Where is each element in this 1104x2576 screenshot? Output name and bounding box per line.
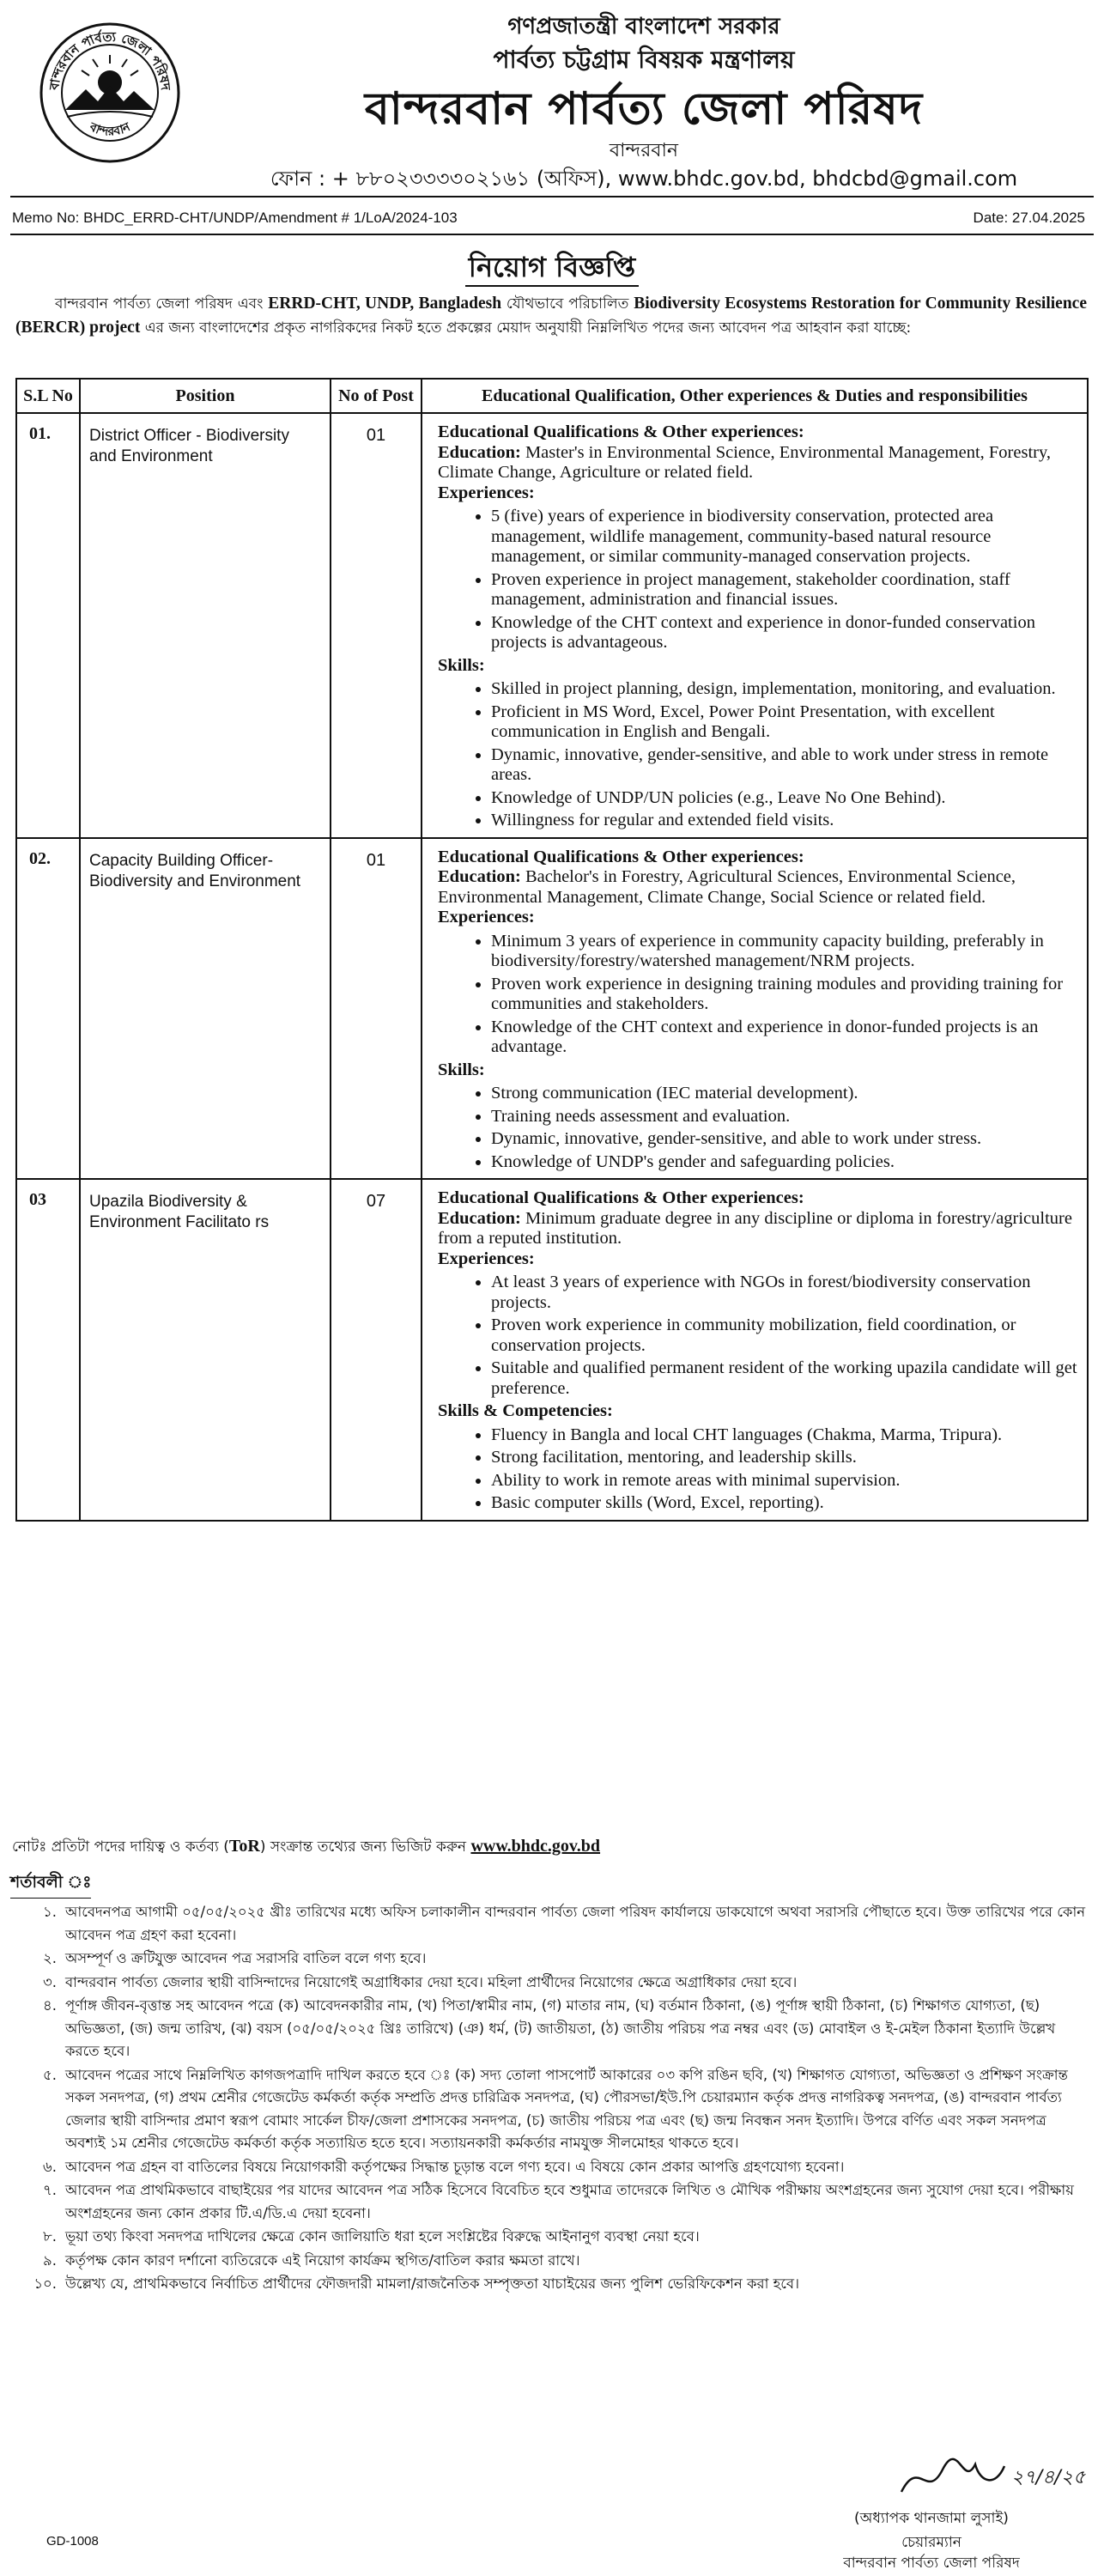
- table-header-row: [16, 379, 1088, 413]
- list-item: • Proficient in MS Word, Excel, Power Point Presentation, with excellent communication in English and Bengali.: [491, 702, 1078, 743]
- row-post-count: 01: [331, 413, 422, 838]
- signature-date: ২৭/৪/২৫: [1011, 2467, 1086, 2488]
- condition-number: ৬.: [43, 2158, 57, 2175]
- list-item: • Proven experience in project management, stakeholder coordination, staff management, administration and financial issues.: [491, 570, 1078, 611]
- list-item: • Suitable and qualified permanent resident of the working upazila candidate will get preference.: [491, 1358, 1078, 1399]
- row-serial: 02.: [16, 838, 80, 1180]
- list-item: • Willingness for regular and extended field visits.: [491, 811, 1078, 831]
- col-header-sl: S.L No: [16, 379, 80, 413]
- condition-item: [24, 2226, 1087, 2249]
- council-name: বান্দরবান পার্বত্য জেলা পরিষদ: [364, 83, 924, 135]
- education-line: Education: Master's in Environmental Science, Environmental Management, Forestry, Climate Change, Agriculture or related field.: [438, 442, 1052, 482]
- conditions-heading: শর্তাবলী ঃ: [10, 1870, 91, 1899]
- row-post-count: 01: [331, 838, 422, 1180]
- condition-number: ৭.: [43, 2182, 57, 2198]
- section-list: [438, 1084, 1078, 1172]
- list-item: • Knowledge of UNDP's gender and safeguarding policies.: [491, 1152, 1078, 1173]
- condition-text: ভূয়া তথ্য কিংবা সনদপত্র দাখিলের ক্ষেত্রে কোন জালিয়াতি ধরা হলে সংশ্লিষ্টের বিরুদ্ধে আইনানুগ ব্যবস্থা নেয়া হবে।: [65, 2228, 700, 2245]
- list-item: • Fluency in Bangla and local CHT languages (Chakma, Marma, Tripura).: [491, 1425, 1078, 1446]
- education-line: Education: Minimum graduate degree in any discipline or diploma in forestry/agriculture from a reputed institution.: [438, 1208, 1072, 1248]
- table-row: [16, 1179, 1088, 1521]
- list-item: • 5 (five) years of experience in biodiversity conservation, protected area management, wildlife management, community-based natural resource management, or similar community-managed conservation projects.: [491, 507, 1078, 568]
- condition-item: [24, 1947, 1087, 1971]
- condition-text: উল্লেখ্য যে, প্রাথমিকভাবে নির্বাচিত প্রার্থীদের ফৌজদারী মামলা/রাজনৈতিক সম্পৃক্ততা যাচাইয়ের জন্য পুলিশ ভেরিফিকেশন করা হবে।: [65, 2275, 799, 2292]
- condition-number: ২.: [43, 1950, 57, 1966]
- row-serial: 03: [16, 1179, 80, 1521]
- condition-number: ১০.: [33, 2275, 57, 2292]
- col-header-details: Educational Qualification, Other experiences & Duties and responsibilities: [422, 379, 1088, 413]
- condition-number: ৮.: [43, 2228, 57, 2245]
- list-item: • Strong communication (IEC material development).: [491, 1084, 1078, 1104]
- condition-text: অসম্পূর্ণ ও ক্রটিযুক্ত আবেদন পত্র সরাসরি বাতিল বলে গণ্য হবে।: [65, 1950, 427, 1966]
- condition-item: [24, 2179, 1087, 2225]
- list-item: • Strong facilitation, mentoring, and leadership skills.: [491, 1448, 1078, 1468]
- list-item: • Dynamic, innovative, gender-sensitive, and able to work under stress.: [491, 1129, 1078, 1150]
- website-link[interactable]: www.bhdc.gov.bd: [470, 1837, 601, 1856]
- footer-code: GD-1008: [46, 2534, 99, 2549]
- section-list: [438, 507, 1078, 653]
- condition-number: ৩.: [43, 1973, 57, 1990]
- section-list: [438, 932, 1078, 1058]
- col-header-position: Position: [80, 379, 331, 413]
- council-seal-logo: [38, 21, 182, 165]
- row-position: Upazila Biodiversity & Environment Facilitato rs: [80, 1179, 331, 1521]
- list-item: • Skilled in project planning, design, implementation, monitoring, and evaluation.: [491, 679, 1078, 700]
- signatory-name: (অধ্যাপক থানজামা লুসাই): [854, 2510, 1009, 2527]
- ministry-name: পার্বত্য চট্টগ্রাম বিষয়ক মন্ত্রণালয়: [493, 46, 795, 74]
- signatory-organization: বান্দরবান পার্বত্য জেলা পরিষদ: [843, 2555, 1020, 2572]
- condition-number: ৪.: [43, 1997, 57, 2014]
- header-divider: [10, 196, 1094, 197]
- condition-text: পূর্ণাঙ্গ জীবন-বৃত্তান্ত সহ আবেদন পত্রে (ক) আবেদনকারীর নাম, (খ) পিতা/স্বামীর নাম, (গ) মাতার নাম, (ঘ) বর্তমান ঠিকানা, (ঙ) পূর্ণাঙ্গ স্থায়ী ঠিকানা, (চ) শিক্ষাগত যোগ্যতা, (ছ) অভিজ্ঞতা, (জ) জন্ম তারিখ, (ঝ) বয়স (০৫/০৫/২০২৫ খ্রিঃ তারিখে) (ঞ) ধর্ম, (ট) জাতীয়তা, (ঠ) জাতীয় পরিচয় পত্র নম্বর এবং (ড) মোবাইল ও ই-মেইল ঠিকানা ইত্যাদি উল্লেখ করতে হবে।: [65, 1997, 1056, 2059]
- section-label: Experiences:: [438, 1249, 535, 1268]
- list-item: • Knowledge of the CHT context and experience in donor-funded projects is an advantage.: [491, 1018, 1078, 1058]
- conditions-list: [24, 1901, 1087, 2297]
- condition-number: ১.: [43, 1904, 57, 1920]
- list-item: • Knowledge of the CHT context and experience in donor-funded conservation projects is advantageous.: [491, 613, 1078, 653]
- tor-note: নোটঃ প্রতিটা পদের দায়িত্ব ও কর্তব্য (ToR) সংক্রান্ত তথ্যের জন্য ভিজিট করুন www.bhdc.gov.bd: [12, 1837, 601, 1856]
- condition-item: [24, 2250, 1087, 2273]
- section-label: Experiences:: [438, 908, 535, 927]
- table-row: [16, 838, 1088, 1180]
- education-line: Education: Bachelor's in Forestry, Agricultural Sciences, Environmental Science, Environmental Management, Climate Change, Social Science or related field.: [438, 867, 1016, 907]
- list-item: • Proven work experience in designing training modules and providing training for communities and stakeholders.: [491, 975, 1078, 1015]
- government-name: গণপ্রজাতন্ত্রী বাংলাদেশ সরকার: [507, 14, 780, 39]
- list-item: • Minimum 3 years of experience in community capacity building, preferably in biodiversity/forestry/watershed management/NRM projects.: [491, 932, 1078, 972]
- memo-divider: [10, 234, 1094, 235]
- section-label: Skills & Competencies:: [438, 1401, 613, 1420]
- notice-title: নিয়োগ বিজ্ঞপ্তি: [0, 246, 1104, 292]
- seal-text-top: বান্দরবান পার্বত্য জেলা পরিষদ: [45, 28, 173, 91]
- condition-item: [24, 2156, 1087, 2179]
- list-item: • Training needs assessment and evaluation.: [491, 1107, 1078, 1127]
- row-details: [422, 1179, 1088, 1521]
- council-location: বান্দরবান: [609, 140, 679, 161]
- condition-item: [24, 1995, 1087, 2063]
- list-item: • At least 3 years of experience with NGOs in forest/biodiversity conservation projects.: [491, 1273, 1078, 1313]
- qualification-heading: Educational Qualifications & Other experiences:: [438, 1188, 804, 1207]
- list-item: • Proven work experience in community mobilization, field coordination, or conservation projects.: [491, 1315, 1078, 1356]
- list-item: • Basic computer skills (Word, Excel, reporting).: [491, 1493, 1078, 1514]
- condition-item: [24, 2064, 1087, 2155]
- memo-number: Memo No: BHDC_ERRD-CHT/UNDP/Amendment # 1/LoA/2024-103: [12, 210, 458, 226]
- condition-text: আবেদন পত্র গ্রহন বা বাতিলের বিষয়ে নিয়োগকারী কর্তৃপক্ষের সিদ্ধান্ত চূড়ান্ত বলে গণ্য হবে। এ বিষয়ে কোন প্রকার আপত্তি গ্রহণযোগ্য হবেনা।: [65, 2158, 845, 2175]
- seal-text-bottom: বান্দরবান: [87, 120, 133, 139]
- condition-text: বান্দরবান পার্বত্য জেলার স্থায়ী বাসিন্দাদের নিয়োগেই অগ্রাধিকার দেয়া হবে। মহিলা প্রার্থীদের নিয়োগের ক্ষেত্রে অগ্রাধিকার দেয়া হবে।: [65, 1973, 798, 1990]
- positions-table: [15, 378, 1089, 1522]
- condition-number: ৫.: [43, 2066, 57, 2083]
- table-row: [16, 413, 1088, 838]
- qualification-heading: Educational Qualifications & Other experiences:: [438, 422, 804, 441]
- condition-text: কর্তৃপক্ষ কোন কারণ দর্শানো ব্যতিরেকে এই নিয়োগ কার্যক্রম স্থগিত/বাতিল করার ক্ষমতা রাখে।: [65, 2251, 580, 2269]
- list-item: • Knowledge of UNDP/UN policies (e.g., Leave No One Behind).: [491, 788, 1078, 809]
- section-label: Experiences:: [438, 483, 535, 502]
- section-list: [438, 679, 1078, 831]
- row-position: District Officer - Biodiversity and Environment: [80, 413, 331, 838]
- list-item: • Dynamic, innovative, gender-sensitive, and able to work under stress in remote areas.: [491, 745, 1078, 786]
- row-serial: 01.: [16, 413, 80, 838]
- row-position: Capacity Building Officer- Biodiversity and Environment: [80, 838, 331, 1180]
- condition-item: [24, 1901, 1087, 1947]
- row-post-count: 07: [331, 1179, 422, 1521]
- section-list: [438, 1273, 1078, 1399]
- section-label: Skills:: [438, 655, 485, 675]
- section-list: [438, 1425, 1078, 1514]
- condition-item: [24, 1971, 1087, 1995]
- contact-line: ফোন : + ৮৮০২৩৩৩৩০২১৬১ (অফিস), www.bhdc.gov.bd, bhdcbd@gmail.com: [270, 167, 1018, 191]
- svg-text:বান্দরবান: [87, 120, 133, 139]
- notice-date: Date: 27.04.2025: [973, 210, 1085, 226]
- section-label: Skills:: [438, 1060, 485, 1079]
- condition-text: আবেদন পত্রের সাথে নিম্নলিখিত কাগজপত্রাদি দাখিল করতে হবে ঃ (ক) সদ্য তোলা পাসপোর্ট আকারের ০৩ কপি রঙিন ছবি, (খ) শিক্ষাগত যোগ্যতা, অভিজ্ঞতা ও প্রশিক্ষণ সংক্রান্ত সকল সনদপত্র, (গ) প্রথম শ্রেনীর গেজেটেড কর্মকর্তা কর্তৃক সম্প্রতি প্রদত্ত চারিত্রিক সনদপত্র, (ঘ) পৌরসভা/ইউ.পি চেয়ারম্যান কর্তৃক প্রদত্ত নাগরিকত্ব সনদপত্র, (ঙ) বান্দরবান পার্বত্য জেলার স্থায়ী বাসিন্দার প্রমাণ স্বরূপ বোমাং সার্কেল চীফ/জেলা প্রশাসকের সনদপত্র, (চ) জাতীয় পরিচয় পত্র এবং (ছ) জন্ম নিবন্ধন সনদ ইত্যাদি। উপরে বর্ণিত এবং সকল সনদপত্র অবশ্যই ১ম শ্রেনীর গেজেটেড কর্মকর্তা কর্তৃক সত্যায়িত হতে হবে। সত্যায়নকারী কর্মকর্তার নামযুক্ত সীলমোহর থাকতে হবে।: [65, 2066, 1068, 2151]
- signature-mark: [867, 2449, 1099, 2504]
- qualification-heading: Educational Qualifications & Other experiences:: [438, 847, 804, 866]
- condition-text: আবেদন পত্র প্রাথমিকভাবে বাছাইয়ের পর যাদের আবেদন পত্র সঠিক হিসেবে বিবেচিত হবে শুধুমাত্র তাদেরকে লিখিত ও মৌখিক পরীক্ষায় অংশগ্রহনের জন্য সুযোগ দেয়া হবে। পরীক্ষায় অংশগ্রহনের জন্য কোন প্রকার টি.এ/ডি.এ দেয়া হবেনা।: [65, 2182, 1074, 2221]
- list-item: • Ability to work in remote areas with minimal supervision.: [491, 1471, 1078, 1492]
- condition-number: ৯.: [43, 2251, 57, 2269]
- row-details: [422, 838, 1088, 1180]
- col-header-posts: No of Post: [331, 379, 422, 413]
- signatory-title: চেয়ারম্যান: [901, 2534, 961, 2551]
- condition-item: [24, 2273, 1087, 2296]
- intro-paragraph: বান্দরবান পার্বত্য জেলা পরিষদ এবং ERRD-CHT, UNDP, Bangladesh যৌথভাবে পরিচালিত Biodiversity Ecosystems Restoration for Community Resilience (BERCR) project এর জন্য বাংলাদেশের প্রকৃত নাগরিকদের নিকট হতে প্রকল্পের মেয়াদ অনুযায়ী নিম্নলিখিত পদের জন্য আবেদন পত্র আহবান করা যাচ্ছে:: [15, 295, 1087, 337]
- condition-text: আবেদনপত্র আগামী ০৫/০৫/২০২৫ খ্রীঃ তারিখের মধ্যে অফিস চলাকালীন বান্দরবান পার্বত্য জেলা পরিষদ কার্যালয়ে ডাকযোগে অথবা সরাসরি পৌছাতে হবে। উক্ত তারিখের পরে কোন আবেদন পত্র গ্রহণ করা হবেনা।: [65, 1904, 1086, 1943]
- row-details: [422, 413, 1088, 838]
